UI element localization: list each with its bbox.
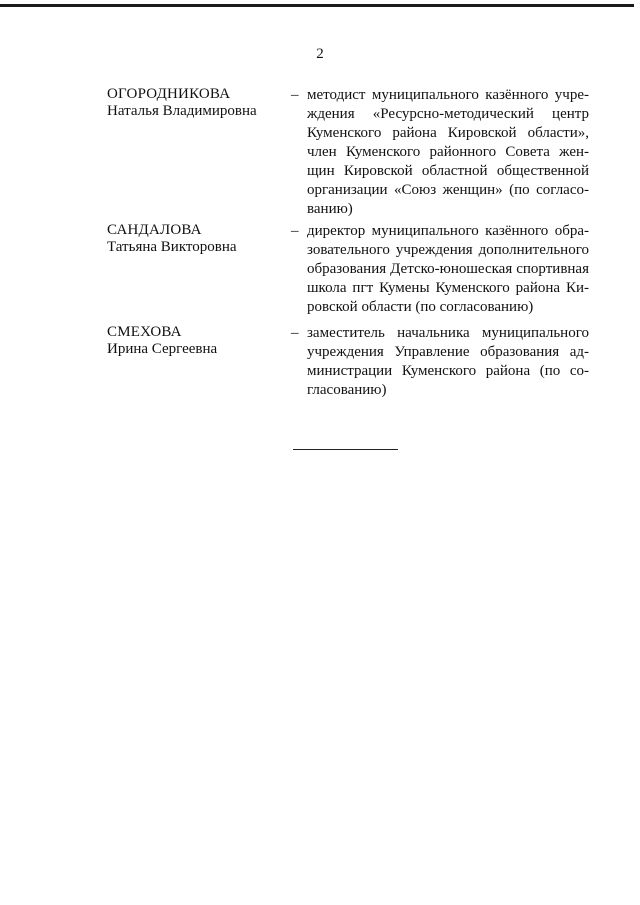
member-surname: ОГОРОДНИКОВА — [107, 86, 231, 102]
member-given-names: Татьяна Викторовна — [107, 239, 237, 255]
member-name — [107, 86, 287, 120]
dash-separator: – — [291, 223, 299, 239]
member-description: директор муниципального казённого обра-зовательного учреждения дополнительного образования Детско-юношеская спортивная школа пгт Кумены Куменского района Ки-ровской области (по согласованию) — [307, 223, 589, 315]
member-given-names: Ирина Сергеевна — [107, 341, 218, 357]
member-name — [107, 222, 287, 256]
member-description: методист муниципального казённого учре-ждения «Ресурсно-методический центр Куменского района Кировской области», член Куменского районного Совета жен-щин Кировской областной общественной организации «Союз женщин» (по согласо-ванию) — [307, 87, 589, 217]
member-given-names: Наталья Владимировна — [107, 103, 257, 119]
closing-line — [293, 449, 398, 450]
dash-separator: – — [291, 87, 299, 103]
page-number: 2 — [316, 46, 324, 62]
member-surname: СМЕХОВА — [107, 324, 182, 340]
member-name — [107, 324, 287, 358]
member-description: заместитель начальника муниципального учреждения Управление образования ад-министрации Куменского района (по со-гласованию) — [307, 325, 589, 398]
top-border-rule — [0, 4, 634, 7]
member-surname: САНДАЛОВА — [107, 222, 202, 238]
dash-separator: – — [291, 325, 299, 341]
